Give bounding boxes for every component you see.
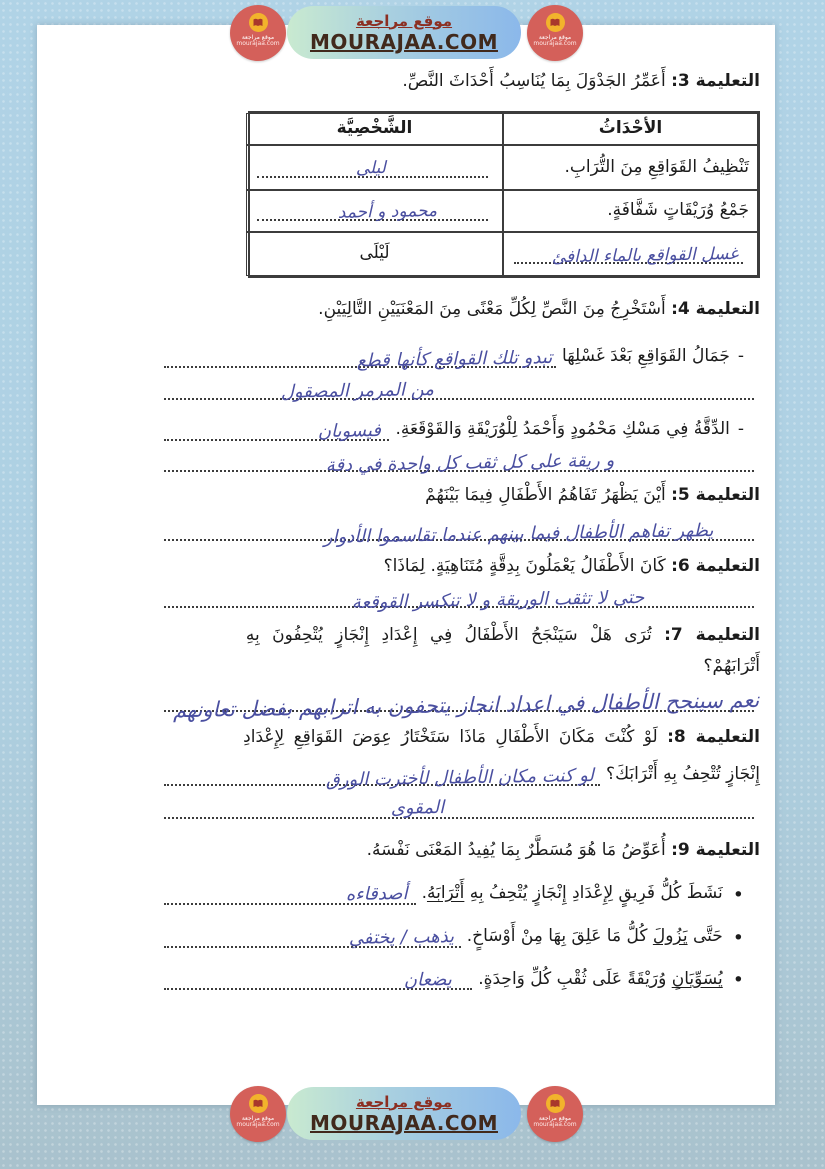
- handwritten-answer: نعم سينجح الأطفال في اعداد انجاز يتحفون به اترابهم بفضل تعاونهم: [173, 688, 760, 723]
- handwritten-answer: تبدو تلك القواقع كأنها قطع: [356, 346, 552, 371]
- worksheet-content: [162, 70, 760, 990]
- handwritten-answer: فيسويان: [317, 419, 382, 442]
- instruction-5-label: التعليمة 5:: [671, 484, 760, 505]
- instruction-6-label: التعليمة 6:: [671, 555, 760, 576]
- site-logo-badge: [527, 5, 583, 61]
- bullet-marker: •: [732, 969, 744, 992]
- badge-site-domain: mourajaa.com: [533, 40, 577, 48]
- bullet-marker: •: [732, 926, 744, 949]
- instruction-3: [162, 70, 760, 93]
- dotted-answer-line: [257, 157, 488, 177]
- site-domain: MOURAJAA.COM: [310, 1110, 498, 1135]
- instruction-7: [162, 624, 760, 647]
- dash-marker: -: [737, 419, 744, 440]
- badge-site-name: موقع مراجعة: [241, 1115, 275, 1122]
- instruction-6-answer: [162, 586, 760, 613]
- underlined-word: أَتْرَابَهُ: [426, 882, 465, 903]
- handwritten-answer: من المرمر المصقول: [280, 378, 434, 403]
- site-name-arabic: موقع مراجعة: [355, 1092, 453, 1111]
- underlined-word: يَزُولَ: [652, 925, 688, 946]
- instruction-7-answer: [162, 688, 760, 723]
- badge-site-domain: mourajaa.com: [533, 1121, 577, 1129]
- dotted-answer-line: [164, 421, 389, 441]
- handwritten-answer: يذهب / يختفي: [349, 926, 455, 950]
- underlined-word: يُسَوِّيَانِ: [671, 968, 723, 989]
- instruction-7-line-2: أَتْرَابَهُمْ؟: [703, 656, 760, 677]
- instruction-9-text: أُعَوِّضُ مَا هُوَ مُسَطَّرٌ بِمَا يُفِيدُ المَعْنَى نَفْسَهُ.: [366, 839, 666, 860]
- instruction-9-label: التعليمة 9:: [671, 839, 760, 860]
- handwritten-answer: ليلى: [355, 157, 387, 179]
- instruction-4-item-1: - جَمَالُ القَوَاقِعِ بَعْدَ غَسْلِهَا تبدو تلك القواقع كأنها قطع: [162, 345, 760, 368]
- handwritten-answer: محمود و أحمد: [337, 201, 438, 223]
- table-cell-event-3: [503, 232, 758, 276]
- site-name-arabic: موقع مراجعة: [355, 11, 453, 30]
- instruction-8-label: التعليمة 8:: [667, 727, 760, 748]
- instruction-5-answer: [162, 519, 760, 548]
- footer-brand-pill: [287, 1087, 521, 1140]
- dotted-answer-line: [164, 450, 754, 477]
- badge-site-name: موقع مراجعة: [241, 34, 275, 41]
- badge-site-domain: mourajaa.com: [236, 40, 280, 48]
- instruction-8-line-2: إِنْجَازٍ تُتْحِفُ بِهِ أَتْرَابَكَ؟ لو كنت مكان الأطفال لأخترت الورق: [162, 763, 760, 786]
- instruction-9-bullet-2: • حَتَّى يَزُولَ كُلُّ مَا عَلِقَ بِهَا مِنْ أَوْسَاخٍ. يذهب / يختفي: [162, 925, 760, 948]
- badge-site-name: موقع مراجعة: [538, 1115, 572, 1122]
- table-cell-character-3: لَيْلَى: [246, 232, 503, 276]
- handwritten-answer: يظهر تفاهم الأطفال فيما بينهم عندما تقاسموا الأدوار: [323, 519, 714, 548]
- table-cell-character-2: [246, 190, 503, 232]
- instruction-9-bullet-3: • يُسَوِّيَانِ وُرَيْقَةً عَلَى ثُقْبِ كُلِّ وَاحِدَةٍ. يضعان: [162, 968, 760, 991]
- instruction-4-item-2: - الدِّقَّةُ فِي مَسْكِ مَحْمُودٍ وَأَحْمَدُ لِلْوُرَيْقَةِ وَالقَوْقَعَةِ. فيسويان: [162, 418, 760, 441]
- dotted-answer-line: [164, 798, 754, 818]
- book-icon: [249, 1094, 268, 1113]
- dotted-answer-line: [164, 346, 556, 371]
- handwritten-answer: غسل القواقع بالماء الدافئ: [551, 244, 739, 268]
- instruction-8-answer-line-2: [162, 798, 760, 818]
- instruction-4-item-2-line-2: [162, 450, 760, 477]
- table-cell-character-1: [246, 145, 503, 190]
- book-icon: [546, 13, 565, 32]
- handwritten-answer: حتى لا تثقب الوريقة و لا تنكسر القوقعة: [351, 586, 644, 613]
- instruction-8-text: لَوْ كُنْتَ مَكَانَ الأَطْفَالِ مَاذَا سَتَخْتَارُ عِوَضَ القَوَاقِعِ لِإِعْدَادِ: [243, 727, 658, 748]
- instruction-7-text: تُرَى هَلْ سَيَنْجَحُ الأَطْفَالُ فِي إِعْدَادِ إِنْجَازٍ يُتْحِفُونَ بِهِ: [245, 625, 652, 646]
- instruction-8: [162, 726, 760, 749]
- instruction-3-text: أَعَمِّرُ الجَدْوَلَ بِمَا يُنَاسِبُ أَحْدَاثَ النَّصِّ.: [402, 71, 666, 91]
- handwritten-answer: يضعان: [403, 969, 453, 992]
- dotted-answer-line: [164, 688, 760, 723]
- instruction-4-text: أَسْتَخْرِجُ مِنَ النَّصِّ لِكُلِّ مَعْنًى مِنَ المَعْنَيَيْنِ التَّالِيَيْنِ.: [318, 298, 666, 319]
- instruction-6-text: كَانَ الأَطْفَالُ يَعْمَلُونَ بِدِقَّةٍ مُتَنَاهِيَةٍ. لِمَاذَا؟: [383, 555, 666, 576]
- handwritten-answer: و ريقة على كل ثقب كل واحدة في دقة: [325, 450, 614, 477]
- handwritten-answer: لو كنت مكان الأطفال لأخترت الورق: [325, 765, 595, 791]
- header-brand-pill: [287, 6, 521, 59]
- dotted-answer-line: [164, 884, 416, 904]
- table-header-character: الشَّخْصِيَّة: [246, 113, 503, 145]
- instruction-5-text: أَيْنَ يَظْهَرُ تَفَاهُمُ الأَطْفَالِ فِيمَا بَيْنَهُمْ: [425, 484, 666, 505]
- instruction-5: [162, 484, 760, 507]
- instruction-3-label: التعليمة 3:: [671, 71, 760, 91]
- instruction-4-label: التعليمة 4:: [671, 298, 760, 319]
- site-domain: MOURAJAA.COM: [310, 29, 498, 54]
- table-cell-event-2: جَمْعُ وُرَيْقَاتٍ شَفَّافَةٍ.: [503, 190, 758, 232]
- events-characters-table: [248, 111, 760, 278]
- dotted-answer-line: [164, 926, 461, 950]
- site-logo-badge: [230, 5, 286, 61]
- dotted-answer-line: [164, 378, 754, 403]
- instruction-7-label: التعليمة 7:: [664, 625, 760, 646]
- instruction-4: [162, 298, 760, 321]
- dotted-answer-line: [164, 586, 754, 613]
- book-icon: [546, 1094, 565, 1113]
- dotted-answer-line: [514, 244, 743, 268]
- handwritten-answer: أصدقاءه: [345, 883, 408, 906]
- handwritten-answer: المقوى: [390, 797, 444, 820]
- badge-site-name: موقع مراجعة: [538, 34, 572, 41]
- dotted-answer-line: [257, 201, 488, 221]
- table-header-events: الأحْدَاثُ: [503, 113, 758, 145]
- dash-marker: -: [737, 345, 744, 366]
- dotted-answer-line: [164, 970, 472, 990]
- book-icon: [249, 13, 268, 32]
- instruction-6: [162, 555, 760, 578]
- badge-site-domain: mourajaa.com: [236, 1121, 280, 1129]
- dotted-answer-line: [164, 519, 754, 548]
- bullet-marker: •: [732, 883, 744, 906]
- table-cell-event-1: تَنْظِيفُ القَوَاقِعِ مِنَ التُّرَابِ.: [503, 145, 758, 190]
- instruction-9: [162, 839, 760, 862]
- site-logo-badge: [527, 1086, 583, 1142]
- site-logo-badge: [230, 1086, 286, 1142]
- instruction-9-bullet-1: • نَشَطَ كُلُّ فَرِيقٍ لِإِعْدَادِ إِنْجَازٍ يُتْحِفُ بِهِ أَتْرَابَهُ. أصدقاءه: [162, 882, 760, 905]
- instruction-4-item-1-line-2: [162, 378, 760, 403]
